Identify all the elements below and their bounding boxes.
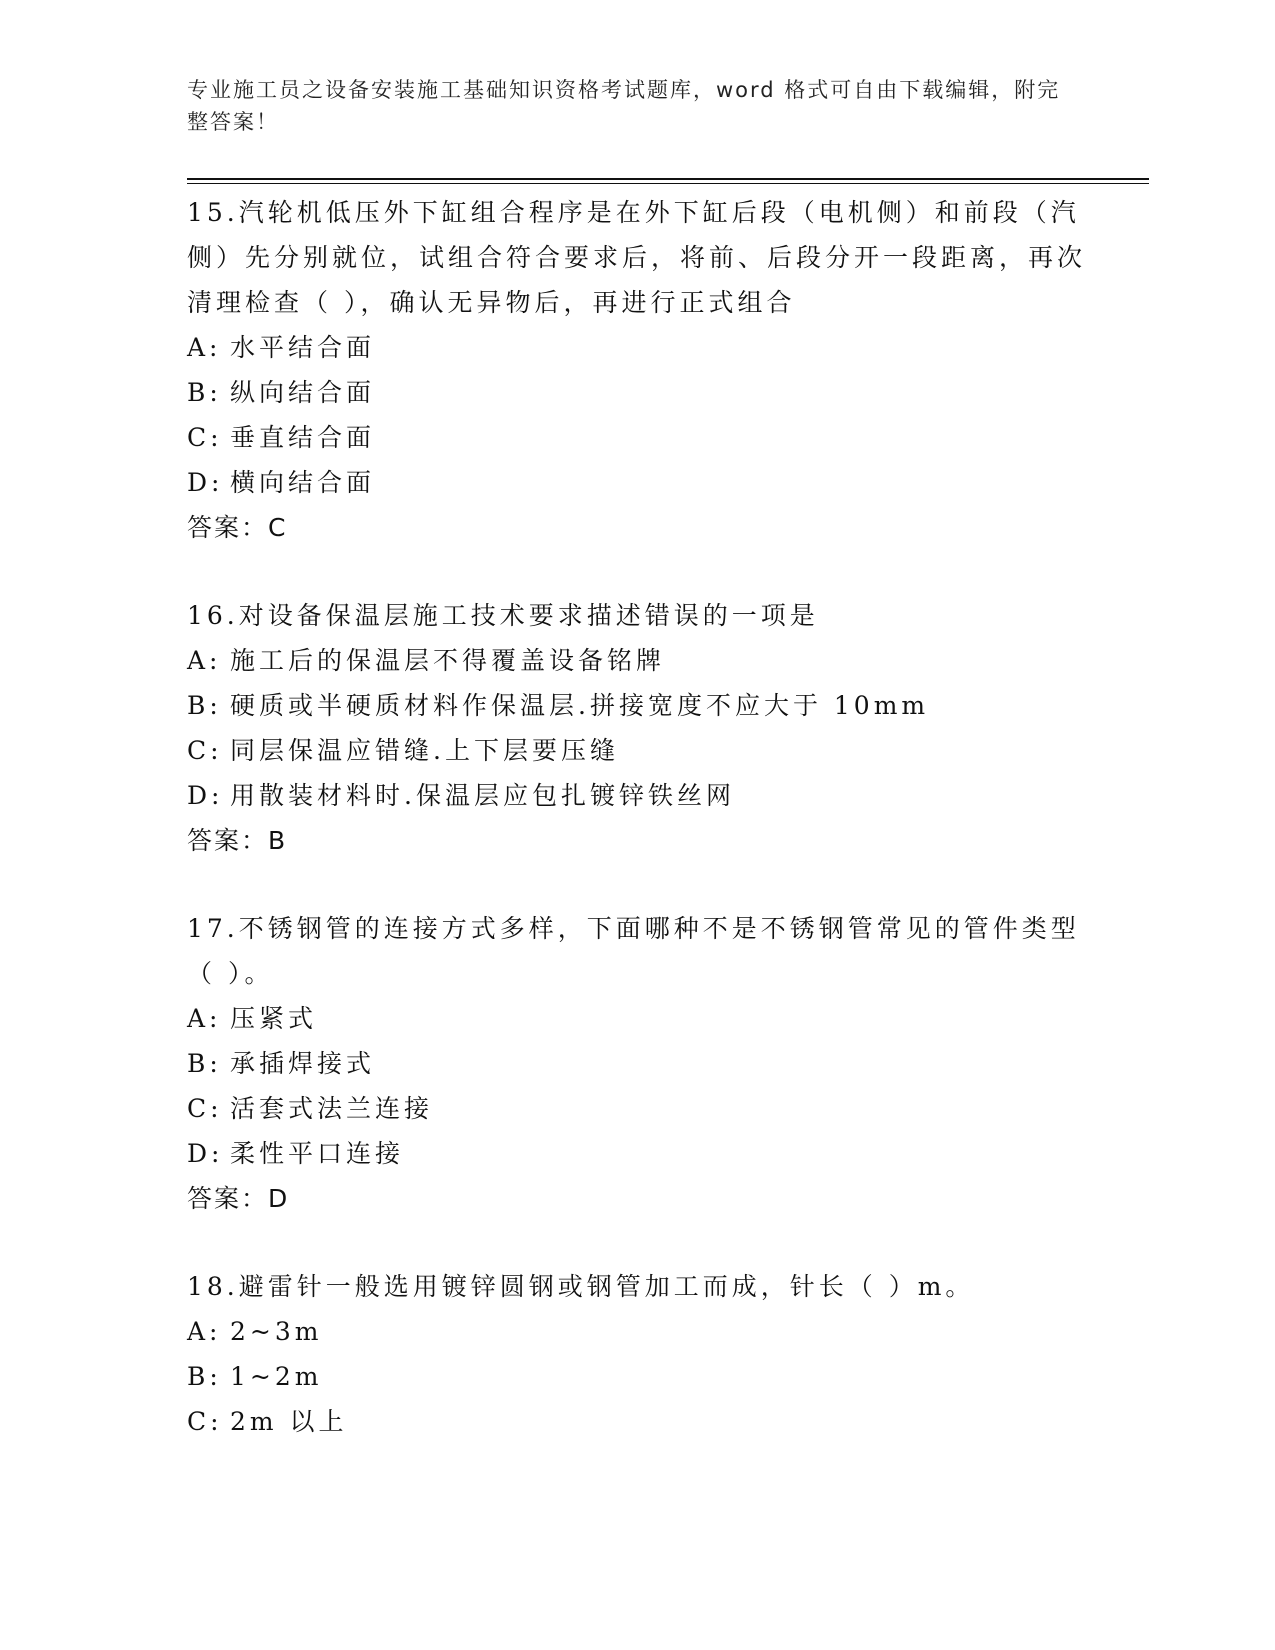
option-key: D: xyxy=(187,781,224,810)
option-text: 用散装材料时.保温层应包扎镀锌铁丝网 xyxy=(230,781,735,810)
option-d xyxy=(187,773,1087,818)
option-key: C: xyxy=(187,736,223,765)
option-text: 柔性平口连接 xyxy=(230,1139,405,1168)
question-stem: 18.避雷针一般选用镀锌圆钢或钢管加工而成，针长（ ）m。 xyxy=(187,1272,975,1301)
option-b xyxy=(187,370,1087,415)
option-key: A: xyxy=(187,333,222,362)
option-text: 施工后的保温层不得覆盖设备铭牌 xyxy=(230,646,666,675)
option-key: D: xyxy=(187,468,224,497)
question-17 xyxy=(187,906,1087,1221)
answer-line: 答案：C xyxy=(187,513,288,542)
option-text: 水平结合面 xyxy=(230,333,376,362)
answer-line: 答案：B xyxy=(187,826,288,855)
option-text: 压紧式 xyxy=(230,1004,318,1033)
option-text: 2~3m xyxy=(230,1317,323,1346)
option-key: C: xyxy=(187,1094,223,1123)
question-stem: 16.对设备保温层施工技术要求描述错误的一项是 xyxy=(187,601,819,630)
option-a xyxy=(187,638,1087,683)
question-18 xyxy=(187,1264,1087,1444)
option-key: B: xyxy=(187,378,222,407)
option-b xyxy=(187,1041,1087,1086)
question-16 xyxy=(187,593,1087,863)
option-b xyxy=(187,683,1087,728)
option-text: 活套式法兰连接 xyxy=(230,1094,434,1123)
option-c xyxy=(187,415,1087,460)
document-header: 专业施工员之设备安装施工基础知识资格考试题库，word 格式可自由下载编辑，附完整答案！ xyxy=(187,78,1061,134)
option-text: 承插焊接式 xyxy=(230,1049,376,1078)
option-key: B: xyxy=(187,1362,222,1391)
option-text: 同层保温应错缝.上下层要压缝 xyxy=(230,736,619,765)
option-text: 横向结合面 xyxy=(230,468,376,497)
option-a xyxy=(187,325,1087,370)
option-text: 硬质或半硬质材料作保温层.拼接宽度不应大于 10mm xyxy=(230,691,930,720)
option-key: B: xyxy=(187,691,222,720)
header-divider-thin xyxy=(187,183,1149,184)
option-text: 垂直结合面 xyxy=(230,423,376,452)
option-key: B: xyxy=(187,1049,222,1078)
option-b xyxy=(187,1354,1087,1399)
question-15 xyxy=(187,190,1087,550)
option-a xyxy=(187,1309,1087,1354)
option-c xyxy=(187,728,1087,773)
option-c xyxy=(187,1399,1087,1444)
option-a xyxy=(187,996,1087,1041)
option-key: D: xyxy=(187,1139,224,1168)
question-stem: 17.不锈钢管的连接方式多样，下面哪种不是不锈钢管常见的管件类型（ ）。 xyxy=(187,914,1080,988)
option-d xyxy=(187,1131,1087,1176)
header-divider-thick xyxy=(187,178,1149,180)
option-text: 纵向结合面 xyxy=(230,378,376,407)
option-key: C: xyxy=(187,1407,223,1436)
option-text: 1~2m xyxy=(230,1362,323,1391)
question-stem: 15.汽轮机低压外下缸组合程序是在外下缸后段（电机侧）和前段（汽侧）先分别就位，试组合符合要求后，将前、后段分开一段距离，再次清理检查（ ），确认无异物后，再进行正式组合 xyxy=(187,198,1087,317)
option-text: 2m 以上 xyxy=(230,1407,348,1436)
option-d xyxy=(187,460,1087,505)
answer-line: 答案：D xyxy=(187,1184,290,1213)
question-list xyxy=(187,190,1087,1487)
option-key: A: xyxy=(187,1004,222,1033)
option-key: A: xyxy=(187,646,222,675)
option-c xyxy=(187,1086,1087,1131)
option-key: C: xyxy=(187,423,223,452)
option-key: A: xyxy=(187,1317,222,1346)
